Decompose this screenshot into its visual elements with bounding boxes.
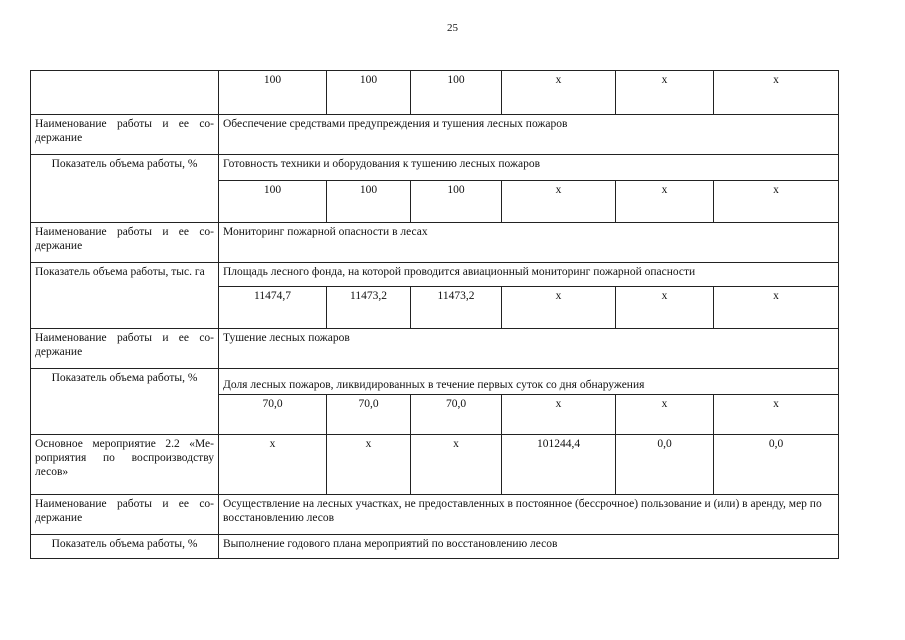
value-cell: 100 (219, 71, 327, 115)
row-label: Наименование работы и ее со-держание (31, 115, 219, 155)
row-label: Основное мероприятие 2.2 «Ме-роприятия по воспроизводству лесов» (31, 435, 219, 495)
value-cell: 11473,2 (411, 287, 502, 329)
work-name-cell: Осуществление на лесных участках, не предоставленных в постоянное (бессрочное) пользование и (или) в аренду, мер по восстановлению лесов (219, 495, 839, 535)
value-cell: x (714, 71, 839, 115)
table-row (31, 263, 839, 287)
row-label: Показатель объема работы, % (31, 535, 219, 559)
value-cell: 101244,4 (502, 435, 616, 495)
table-row (31, 71, 839, 115)
value-cell: x (327, 435, 411, 495)
row-label: Показатель объема работы, % (31, 155, 219, 223)
value-cell: 70,0 (411, 395, 502, 435)
page-number: 25 (447, 22, 458, 34)
document-table (30, 70, 839, 559)
work-name-cell: Выполнение годового плана мероприятий по восстановлению лесов (219, 535, 839, 559)
table-row (31, 495, 839, 535)
value-cell: x (616, 181, 714, 223)
value-cell: 70,0 (219, 395, 327, 435)
value-cell: 11473,2 (327, 287, 411, 329)
value-cell: x (502, 181, 616, 223)
row-label: Наименование работы и ее со-держание (31, 495, 219, 535)
table-row (31, 223, 839, 263)
value-cell: 100 (327, 181, 411, 223)
row-label (31, 71, 219, 115)
value-cell: x (616, 287, 714, 329)
value-cell: 100 (411, 181, 502, 223)
indicator-header: Площадь лесного фонда, на которой проводится авиационный мониторинг пожарной опасности (219, 263, 839, 287)
value-cell: x (411, 435, 502, 495)
value-cell: x (502, 71, 616, 115)
value-cell: x (502, 395, 616, 435)
row-label: Показатель объема работы, % (31, 369, 219, 435)
table-row (31, 115, 839, 155)
indicator-header: Доля лесных пожаров, ликвидированных в течение первых суток со дня обнаружения (219, 369, 839, 395)
value-cell: 70,0 (327, 395, 411, 435)
table-row (31, 329, 839, 369)
work-name-cell: Обеспечение средствами предупреждения и тушения лесных пожаров (219, 115, 839, 155)
work-name-cell: Тушение лесных пожаров (219, 329, 839, 369)
indicator-header: Готовность техники и оборудования к тушению лесных пожаров (219, 155, 839, 181)
value-cell: x (714, 181, 839, 223)
row-label: Наименование работы и ее со-держание (31, 223, 219, 263)
value-cell: x (502, 287, 616, 329)
value-cell: 11474,7 (219, 287, 327, 329)
value-cell: 100 (411, 71, 502, 115)
value-cell: 100 (219, 181, 327, 223)
row-label: Показатель объема работы, тыс. га (31, 263, 219, 329)
table-row (31, 435, 839, 495)
value-cell: 0,0 (714, 435, 839, 495)
table-row (31, 155, 839, 181)
value-cell: x (714, 287, 839, 329)
table-row (31, 369, 839, 395)
row-label: Наименование работы и ее со-держание (31, 329, 219, 369)
value-cell: x (219, 435, 327, 495)
value-cell: 100 (327, 71, 411, 115)
value-cell: x (616, 395, 714, 435)
work-name-cell: Мониторинг пожарной опасности в лесах (219, 223, 839, 263)
value-cell: x (616, 71, 714, 115)
value-cell: x (714, 395, 839, 435)
value-cell: 0,0 (616, 435, 714, 495)
table-row (31, 535, 839, 559)
